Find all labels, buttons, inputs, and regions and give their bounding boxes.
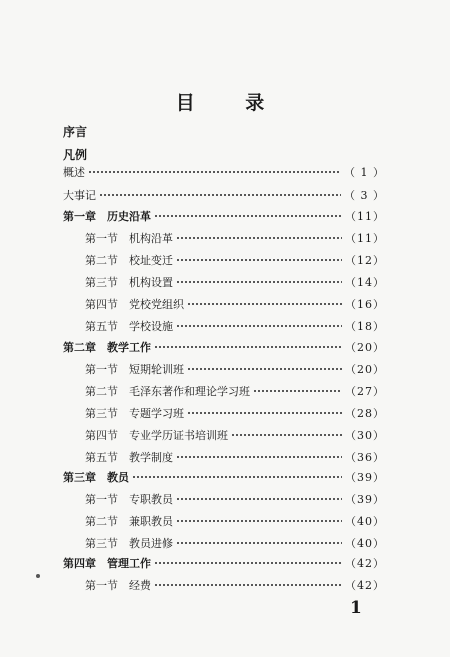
dot-leader (176, 498, 342, 500)
toc-section-row (85, 535, 385, 551)
toc-section-row (85, 296, 385, 312)
toc-chapter-row (63, 555, 385, 571)
toc-section-row (85, 491, 385, 507)
toc-chapter-row (63, 339, 385, 355)
toc-section-row (85, 513, 385, 529)
dot-leader (187, 368, 342, 370)
toc-section-row (85, 318, 385, 334)
toc-entry-title: 第一节 经费 (85, 579, 151, 592)
toc-page-ref: （20） (345, 363, 385, 376)
toc-page-ref: （42） (345, 557, 385, 570)
toc-entry-title: 第一节 机构沿革 (85, 232, 173, 245)
toc-section-row (85, 405, 385, 421)
toc-entry-row (63, 164, 385, 180)
toc-entry-title: 第二节 兼职教员 (85, 515, 173, 528)
toc-section-row (85, 427, 385, 443)
toc-page-ref: （11） (345, 210, 385, 223)
toc-page-ref: （40） (345, 537, 385, 550)
toc-chapter-row (63, 208, 385, 224)
toc-section-row (85, 230, 385, 246)
dot-leader (176, 281, 342, 283)
toc-entry-row (63, 187, 385, 203)
page-title: 目 录 (175, 92, 287, 114)
toc-section-row (85, 577, 385, 593)
toc-entry-title: 第四章 管理工作 (63, 557, 151, 570)
toc-page-ref: （20） (345, 341, 385, 354)
dot-leader (154, 346, 342, 348)
dot-leader (187, 412, 342, 414)
front-matter-preface: 序言 (63, 125, 88, 139)
dot-leader (176, 520, 342, 522)
dot-leader (176, 259, 342, 261)
toc-page-ref: （28） (345, 407, 385, 420)
toc-entry-title: 第二章 教学工作 (63, 341, 151, 354)
dot-leader (176, 456, 342, 458)
toc-chapter-row (63, 469, 385, 485)
toc-entry-title: 第一节 专职教员 (85, 493, 173, 506)
toc-entry-title: 第四节 专业学历证书培训班 (85, 429, 228, 442)
toc-entry-title: 第三节 专题学习班 (85, 407, 184, 420)
toc-page-ref: （30） (345, 429, 385, 442)
toc-entry-title: 第三节 机构设置 (85, 276, 173, 289)
toc-entry-title: 第二节 校址变迁 (85, 254, 173, 267)
toc-page-ref: （36） (345, 451, 385, 464)
toc-entry-title: 第三节 教员进修 (85, 537, 173, 550)
toc-page-ref: （18） (345, 320, 385, 333)
toc-entry-title: 第二节 毛泽东著作和理论学习班 (85, 385, 250, 398)
toc-entry-title: 第一节 短期轮训班 (85, 363, 184, 376)
dot-leader (176, 325, 342, 327)
front-matter-notes: 凡例 (63, 148, 88, 162)
toc-page-ref: （16） (345, 298, 385, 311)
toc-page-ref: （39） (345, 493, 385, 506)
toc-page-ref: （27） (345, 385, 385, 398)
toc-entry-title: 第一章 历史沿革 (63, 210, 151, 223)
toc-entry-title: 第五节 教学制度 (85, 451, 173, 464)
toc-page-ref: （42） (345, 579, 385, 592)
dot-leader (154, 584, 342, 586)
dot-leader (187, 303, 342, 305)
dot-leader (132, 476, 342, 478)
page-number: 1 (350, 598, 362, 618)
toc-page-ref: （14） (345, 276, 385, 289)
toc-section-row (85, 252, 385, 268)
dot-leader (154, 215, 342, 217)
dot-leader (253, 390, 342, 392)
dot-leader (99, 194, 341, 196)
toc-page-ref: （11） (345, 232, 385, 245)
toc-section-row (85, 361, 385, 377)
toc-page-ref: （40） (345, 515, 385, 528)
toc-entry-title: 第三章 教员 (63, 471, 129, 484)
toc-section-row (85, 274, 385, 290)
toc-page-ref: （39） (345, 471, 385, 484)
dot-leader (231, 434, 342, 436)
dot-leader (176, 237, 342, 239)
dot-leader (176, 542, 342, 544)
toc-section-row (85, 383, 385, 399)
toc-page-ref: （ 3 ） (344, 189, 385, 202)
dot-leader (154, 562, 342, 564)
toc-entry-title: 第五节 学校设施 (85, 320, 173, 333)
toc-entry-title: 第四节 党校党组织 (85, 298, 184, 311)
toc-entry-title: 概述 (63, 166, 85, 179)
dot-leader (88, 171, 341, 173)
toc-section-row (85, 449, 385, 465)
toc-entry-title: 大事记 (63, 189, 96, 202)
toc-page-ref: （12） (345, 254, 385, 267)
scan-speck (36, 574, 40, 578)
toc-page-ref: （ 1 ） (344, 166, 385, 179)
